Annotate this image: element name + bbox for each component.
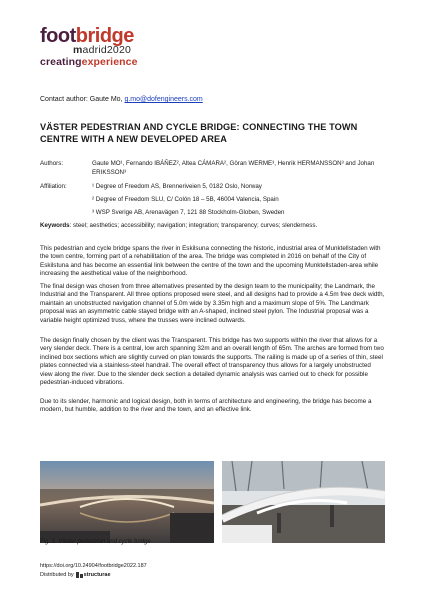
keywords: Keywords: steel; aesthetics; accessibility; navigation; integration; transparency; curves; slenderness.	[40, 222, 318, 229]
paragraph-1: This pedestrian and cycle bridge spans the river in Eskilsuna connecting the historic, industrial area of Munktellstaden with the town centre, forming part of a rehabilitation of the area. The bridge was completed in 2016 on behalf of the City of Eskilstuna and has become an essential link between the centre of the town and the upcoming Munktellstaden-area while increasing the aesthetical value of the neighborhood.	[40, 245, 381, 278]
logo-tagline: creatingexperience	[40, 56, 138, 68]
bridge-photo-night	[40, 461, 214, 543]
affiliation-3: ³ WSP Sverige AB, Arenavägen 7, 121 88 Stockholm-Globen, Sweden	[92, 209, 285, 216]
bridge-photo-winter	[222, 461, 385, 543]
paper-title: VÄSTER PEDESTRIAN AND CYCLE BRIDGE: CONNECTING THE TOWN CENTRE WITH A NEW DEVELOPED AREA	[40, 122, 358, 144]
affiliation-1: ¹ Degree of Freedom AS, Brenneriveien 5, 0182 Oslo, Norway	[92, 183, 262, 190]
logo-subtitle: madrid2020	[73, 44, 132, 56]
doi-link[interactable]: https://doi.org/10.24904/footbridge2022.187	[40, 563, 147, 569]
structurae-logo: structurae	[76, 572, 111, 578]
structurae-icon	[76, 572, 83, 578]
figure-caption: Fig. 1. Väster pedestrian and cycle bridge	[40, 539, 151, 545]
affiliation-2: ² Degree of Freedom SLU, C/ Colón 18 – 5B, 46004 Valencia, Spain	[92, 196, 279, 203]
contact-author: Contact author: Gaute Mo, g.mo@dofengineers.com	[40, 96, 203, 103]
logo-wordmark: footbridge	[40, 25, 134, 47]
distributed-by: Distributed by structurae	[40, 572, 111, 578]
authors-list: Gaute MO¹, Fernando IBÁÑEZ², Altea CÁMARA², Göran WERME³, Henrik HERMANSSON³ and Johan ERIKSSON³	[92, 160, 375, 176]
conference-logo	[40, 26, 240, 68]
paragraph-4: Due to its slender, harmonic and logical design, both in terms of architecture and engineering, the bridge has become a modern, but humble, addition to the river and the town, and an effective link.	[40, 398, 372, 414]
paragraph-2: The final design was chosen from three alternatives presented by the design team to the municipality; the Landmark, the Industrial and the Transparent. All three options proposed were steel, and all designs had to provide a 4.5m free deck width, maintain an unobstructed navigation channel of 5.0m wide by 3.35m high and a maximum slope of 5%. The Landmark proposal was an asymmetric cable stayed bridge with an A-shaped, inclined steel pylon. The Industrial proposal was a variable height optimized truss, where the trusses were inclined outwards.	[40, 283, 385, 324]
paragraph-3: The design finally chosen by the client was the Transparent. This bridge has two supports within the river that allows for a very slender deck. There is a central, low arch spanning 32m and an overall length of 65m. The arches are formed from two inclined box sections which are slightly curved on plan towards the supports. The railing is made up of a series of thin, steel plates connected via a stainless-steel handrail. The overall effect of transparency thus allows for a largely unobstructed view along the river. Due to the slender deck section a detailed dynamic analysis was carried out to check for possible pedestrian-induced vibrations.	[40, 337, 384, 387]
authors-label: Authors:	[40, 160, 64, 167]
authors-block	[40, 160, 385, 177]
affiliation-block	[40, 183, 385, 218]
affiliation-label: Affiliation:	[40, 183, 67, 190]
author-email-link[interactable]: g.mo@dofengineers.com	[124, 96, 203, 103]
